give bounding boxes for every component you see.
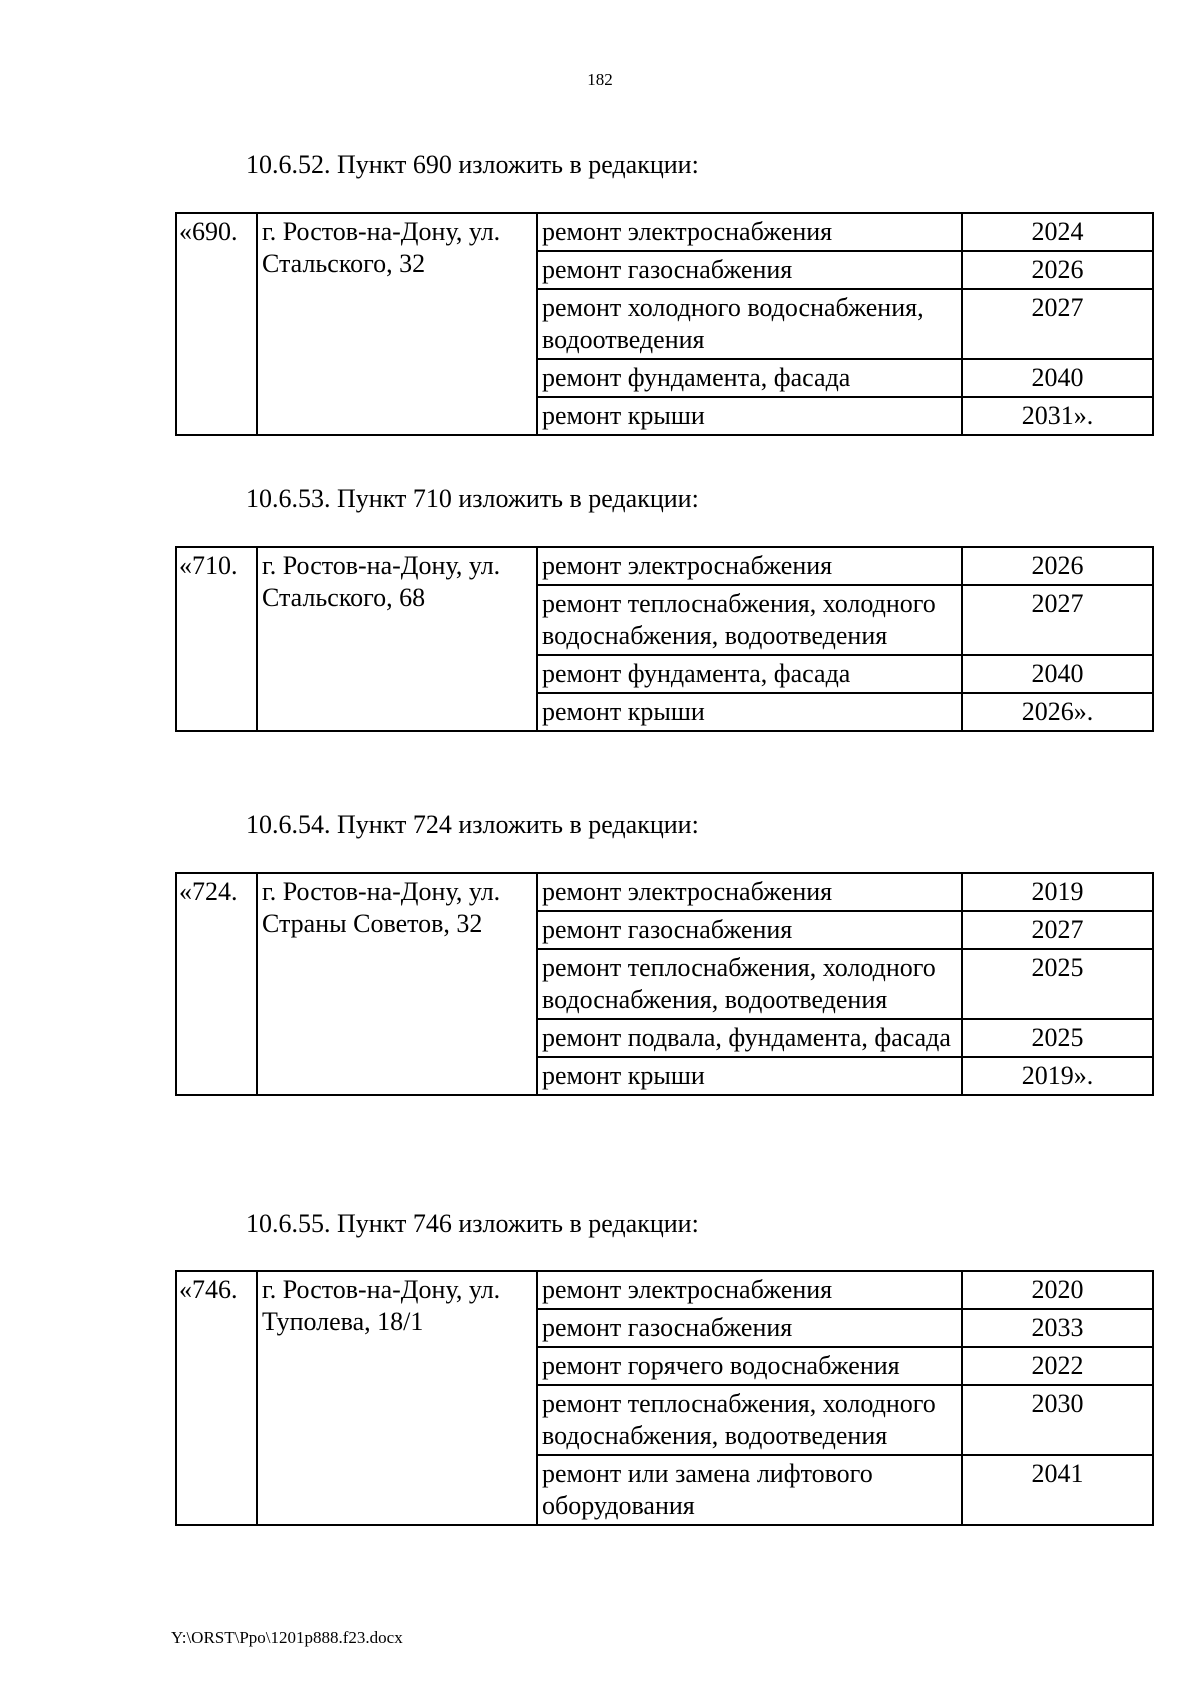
year-cell: 2026». <box>962 693 1153 731</box>
item-number: «690. <box>176 213 257 435</box>
work-cell: ремонт крыши <box>537 693 962 731</box>
table-row <box>176 547 1153 585</box>
table-row <box>176 1271 1153 1309</box>
item-number: «724. <box>176 873 257 1095</box>
item-table <box>175 1270 1154 1526</box>
page-number: 182 <box>587 70 613 89</box>
table-row <box>176 213 1153 251</box>
item-number: «746. <box>176 1271 257 1525</box>
work-cell: ремонт или замена лифтового оборудования <box>537 1455 962 1525</box>
work-cell: ремонт теплоснабжения, холодного водоснабжения, водоотведения <box>537 585 962 655</box>
work-cell: ремонт газоснабжения <box>537 251 962 289</box>
work-cell: ремонт электроснабжения <box>537 213 962 251</box>
year-cell: 2027 <box>962 289 1153 359</box>
section-heading: 10.6.53. Пункт 710 изложить в редакции: <box>246 484 699 513</box>
work-cell: ремонт газоснабжения <box>537 1309 962 1347</box>
year-cell: 2019 <box>962 873 1153 911</box>
table-row <box>176 873 1153 911</box>
item-address: г. Ростов-на-Дону, ул. Стальского, 32 <box>257 213 537 435</box>
item-number: «710. <box>176 547 257 731</box>
work-cell: ремонт электроснабжения <box>537 873 962 911</box>
year-cell: 2026 <box>962 547 1153 585</box>
work-cell: ремонт фундамента, фасада <box>537 655 962 693</box>
year-cell: 2022 <box>962 1347 1153 1385</box>
work-cell: ремонт теплоснабжения, холодного водоснабжения, водоотведения <box>537 1385 962 1455</box>
footer-file-path: Y:\ORST\Ppo\1201p888.f23.docx <box>171 1628 403 1647</box>
item-address: г. Ростов-на-Дону, ул. Страны Советов, 32 <box>257 873 537 1095</box>
item-table <box>175 872 1154 1096</box>
year-cell: 2020 <box>962 1271 1153 1309</box>
work-cell: ремонт горячего водоснабжения <box>537 1347 962 1385</box>
year-cell: 2030 <box>962 1385 1153 1455</box>
year-cell: 2040 <box>962 655 1153 693</box>
section-heading: 10.6.55. Пункт 746 изложить в редакции: <box>246 1209 699 1238</box>
year-cell: 2031». <box>962 397 1153 435</box>
work-cell: ремонт холодного водоснабжения, водоотведения <box>537 289 962 359</box>
item-table <box>175 546 1154 732</box>
work-cell: ремонт крыши <box>537 1057 962 1095</box>
work-cell: ремонт электроснабжения <box>537 547 962 585</box>
year-cell: 2019». <box>962 1057 1153 1095</box>
year-cell: 2025 <box>962 949 1153 1019</box>
year-cell: 2027 <box>962 585 1153 655</box>
year-cell: 2027 <box>962 911 1153 949</box>
work-cell: ремонт крыши <box>537 397 962 435</box>
item-address: г. Ростов-на-Дону, ул. Туполева, 18/1 <box>257 1271 537 1525</box>
work-cell: ремонт электроснабжения <box>537 1271 962 1309</box>
year-cell: 2025 <box>962 1019 1153 1057</box>
item-address: г. Ростов-на-Дону, ул. Стальского, 68 <box>257 547 537 731</box>
work-cell: ремонт газоснабжения <box>537 911 962 949</box>
section-heading: 10.6.52. Пункт 690 изложить в редакции: <box>246 150 699 179</box>
item-table <box>175 212 1154 436</box>
work-cell: ремонт теплоснабжения, холодного водоснабжения, водоотведения <box>537 949 962 1019</box>
year-cell: 2024 <box>962 213 1153 251</box>
work-cell: ремонт фундамента, фасада <box>537 359 962 397</box>
year-cell: 2033 <box>962 1309 1153 1347</box>
year-cell: 2041 <box>962 1455 1153 1525</box>
year-cell: 2026 <box>962 251 1153 289</box>
work-cell: ремонт подвала, фундамента, фасада <box>537 1019 962 1057</box>
year-cell: 2040 <box>962 359 1153 397</box>
section-heading: 10.6.54. Пункт 724 изложить в редакции: <box>246 810 699 839</box>
